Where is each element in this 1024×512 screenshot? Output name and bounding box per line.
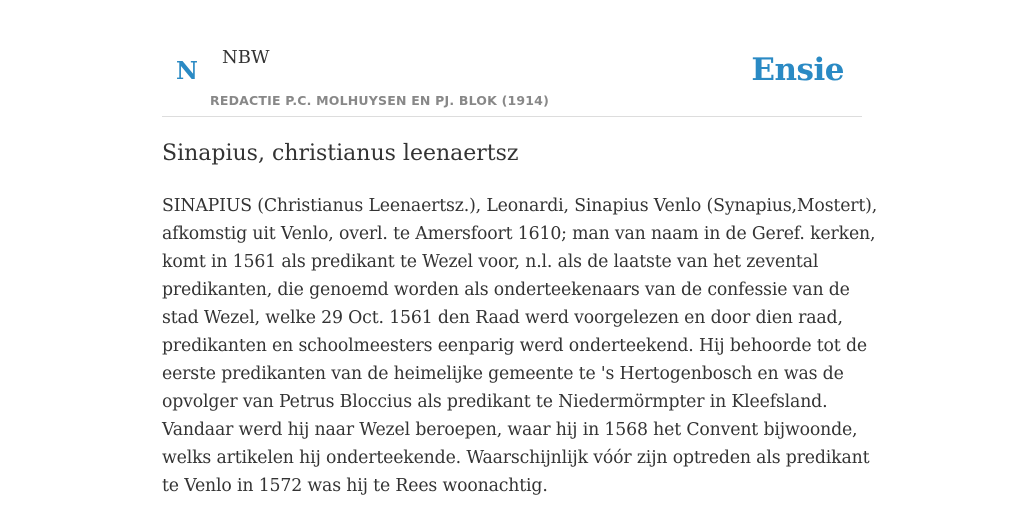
article-body-line: predikanten, die genoemd worden als onderteekenaars van de confessie van de [162,280,850,300]
header [162,0,862,117]
source-editors: REDACTIE P.C. MOLHUYSEN EN PJ. BLOK (1914) [210,93,549,108]
article-body-line: komt in 1561 als predikant te Wezel voor, n.l. als de laatste van het zevental [162,252,819,272]
article-body-line: afkomstig uit Venlo, overl. te Amersfoort 1610; man van naam in de Geref. kerken, [162,224,876,244]
article-body-line: stad Wezel, welke 29 Oct. 1561 den Raad werd voorgelezen en door dien raad, [162,308,843,328]
article-body-line: SINAPIUS (Christianus Leenaertsz.), Leonardi, Sinapius Venlo (Synapius,Mostert), [162,196,878,216]
article-body-line: Vandaar werd hij naar Wezel beroepen, waar hij in 1568 het Convent bijwoonde, [162,420,858,440]
article-body-line: welks artikelen hij onderteekende. Waarschijnlijk vóór zijn optreden als predikant [162,448,870,468]
ensie-logo[interactable]: Ensie [751,52,844,88]
article-body-line: predikanten en schoolmeesters eenparig werd onderteekend. Hij behoorde tot de [162,336,867,356]
source-logo-letter[interactable]: N [176,56,198,85]
article-title: Sinapius, christianus leenaertsz [162,141,519,166]
article-body [162,192,878,500]
article-body-line: eerste predikanten van de heimelijke gemeente te 's Hertogenbosch en was de [162,364,844,384]
article-body-line: te Venlo in 1572 was hij te Rees woonachtig. [162,476,548,496]
source-name[interactable]: NBW [222,47,270,68]
article-body-line: opvolger van Petrus Bloccius als predikant te Niedermörmpter in Kleefsland. [162,392,828,412]
